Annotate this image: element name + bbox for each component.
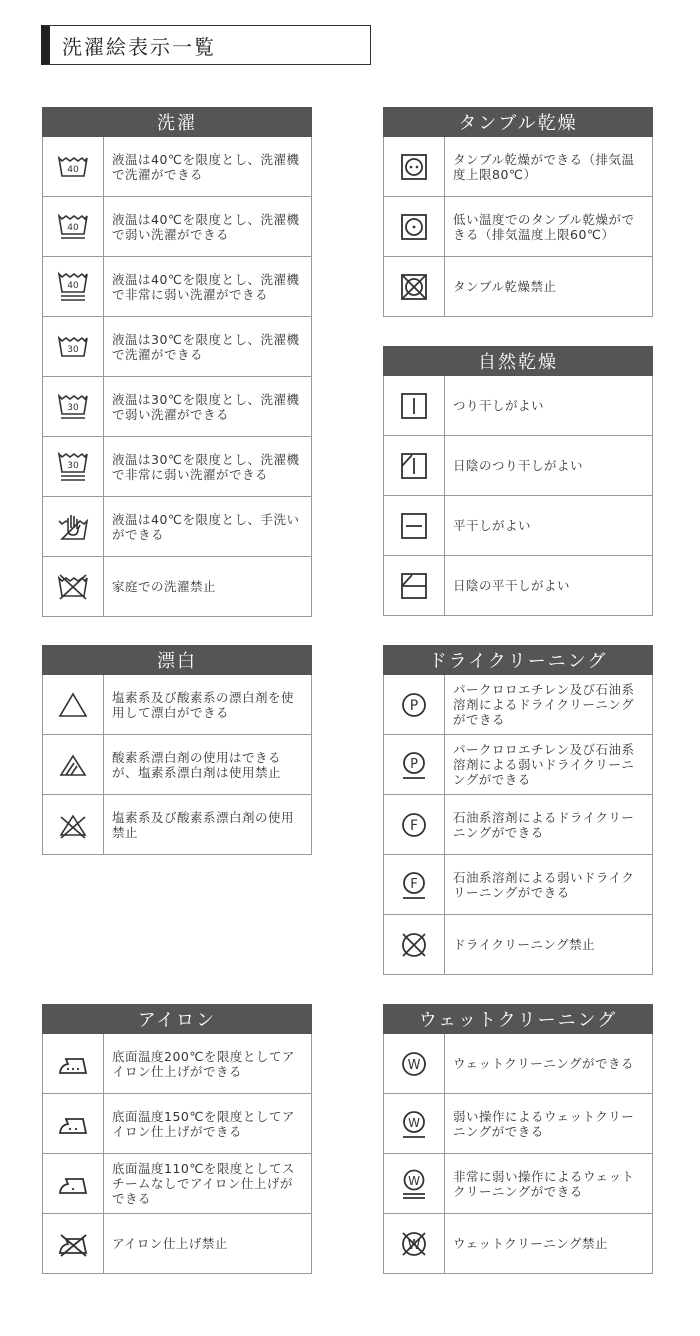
table-row: [42, 1214, 312, 1274]
wash-tub-30-very-gentle-icon: [56, 450, 90, 484]
wet-clean-icon: [397, 1047, 431, 1081]
row-text: 液温は40℃を限度とし、洗濯機で弱い洗濯ができる: [112, 211, 300, 242]
row-text: アイロン仕上げ禁止: [112, 1236, 228, 1251]
row-text: 酸素系漂白剤の使用はできるが、塩素系漂白剤は使用禁止: [112, 749, 282, 780]
table-row: [42, 795, 312, 855]
svg-text:30: 30: [67, 402, 79, 413]
dry-clean-p-icon: [397, 688, 431, 722]
row-text: ウェットクリーニング禁止: [453, 1236, 609, 1251]
table-row: [383, 675, 653, 735]
svg-text:F: F: [410, 876, 418, 892]
table-row: [42, 1154, 312, 1214]
svg-text:W: W: [408, 1173, 420, 1188]
page-title: 洗濯絵表示一覧: [41, 25, 371, 65]
row-text: 液温は30℃を限度とし、洗濯機で洗濯ができる: [112, 331, 300, 362]
table-row: [42, 1094, 312, 1154]
iron-header: アイロン: [42, 1004, 312, 1034]
table-row: [383, 795, 653, 855]
table-row: [383, 1154, 653, 1214]
row-text: 家庭での洗濯禁止: [112, 579, 217, 594]
table-row: [42, 197, 312, 257]
wash-tub-40-icon: [56, 150, 90, 184]
wash-tub-40-very-gentle-icon: [56, 270, 90, 304]
iron-high-icon: [56, 1047, 90, 1081]
row-text: パークロロエチレン及び石油系溶剤によるドライクリーニングができる: [453, 682, 635, 727]
table-row: [42, 675, 312, 735]
line-dry-icon: [397, 389, 431, 423]
row-text: つり干しがよい: [453, 398, 545, 413]
table-row: [42, 735, 312, 795]
wash-header: 洗濯: [42, 107, 312, 137]
row-text: 液温は40℃を限度とし、手洗いができる: [112, 511, 300, 542]
row-text: 非常に弱い操作によるウェットクリーニングができる: [453, 1168, 635, 1199]
do-not-iron-icon: [56, 1227, 90, 1261]
dry-clean-header: ドライクリーニング: [383, 645, 653, 675]
iron-low-icon: [56, 1167, 90, 1201]
dry-clean-table: [383, 645, 653, 975]
table-row: [383, 556, 653, 616]
row-text: 底面温度150℃を限度としてアイロン仕上げができる: [112, 1108, 295, 1139]
table-row: [42, 497, 312, 557]
iron-medium-icon: [56, 1107, 90, 1141]
bleach-oxygen-only-icon: [56, 748, 90, 782]
dry-clean-f-gentle-icon: [397, 868, 431, 902]
natural-dry-table: [383, 346, 653, 616]
table-row: [383, 496, 653, 556]
do-not-tumble-dry-icon: [397, 270, 431, 304]
row-text: 底面温度110℃を限度としてスチームなしでアイロン仕上げができる: [112, 1161, 295, 1206]
hand-wash-icon: [56, 510, 90, 544]
tumble-dry-header: タンブル乾燥: [383, 107, 653, 137]
row-text: 平干しがよい: [453, 518, 532, 533]
svg-text:W: W: [408, 1115, 420, 1130]
table-row: [383, 735, 653, 795]
row-text: 液温は30℃を限度とし、洗濯機で弱い洗濯ができる: [112, 391, 300, 422]
wash-tub-30-icon: [56, 330, 90, 364]
do-not-bleach-icon: [56, 808, 90, 842]
row-text: 低い温度でのタンブル乾燥ができる（排気温度上限60℃）: [453, 211, 635, 242]
flat-dry-icon: [397, 509, 431, 543]
do-not-wet-clean-icon: [397, 1227, 431, 1261]
tumble-dry-low-icon: [397, 210, 431, 244]
row-text: 石油系溶剤による弱いドライクリーニングができる: [453, 869, 635, 900]
row-text: 液温は40℃を限度とし、洗濯機で洗濯ができる: [112, 151, 300, 182]
table-row: [42, 257, 312, 317]
table-row: [383, 1094, 653, 1154]
svg-text:30: 30: [67, 344, 79, 355]
bleach-table: [42, 645, 312, 855]
table-row: [383, 1034, 653, 1094]
row-text: 日陰の平干しがよい: [453, 578, 571, 593]
table-row: [42, 377, 312, 437]
svg-text:P: P: [409, 697, 419, 714]
natural-dry-header: 自然乾燥: [383, 346, 653, 376]
table-row: [383, 915, 653, 975]
do-not-wash-icon: [56, 570, 90, 604]
row-text: 液温は30℃を限度とし、洗濯機で非常に弱い洗濯ができる: [112, 451, 300, 482]
svg-text:30: 30: [67, 460, 79, 471]
svg-text:W: W: [407, 1237, 421, 1253]
row-text: ウェットクリーニングができる: [453, 1056, 635, 1071]
wet-clean-header: ウェットクリーニング: [383, 1004, 653, 1034]
row-text: 弱い操作によるウェットクリーニングができる: [453, 1108, 635, 1139]
row-text: パークロロエチレン及び石油系溶剤による弱いドライクリーニングができる: [453, 742, 635, 787]
wash-tub-30-gentle-icon: [56, 390, 90, 424]
svg-text:P: P: [410, 756, 418, 772]
line-dry-shade-icon: [397, 449, 431, 483]
wash-tub-40-gentle-icon: [56, 210, 90, 244]
row-text: 底面温度200℃を限度としてアイロン仕上げができる: [112, 1048, 295, 1079]
table-row: [42, 317, 312, 377]
bleach-header: 漂白: [42, 645, 312, 675]
svg-text:40: 40: [67, 164, 79, 175]
table-row: [42, 137, 312, 197]
row-text: ドライクリーニング禁止: [453, 937, 596, 952]
row-text: 石油系溶剤によるドライクリーニングができる: [453, 809, 635, 840]
row-text: 塩素系及び酸素系漂白剤の使用禁止: [112, 809, 295, 840]
dry-clean-f-icon: [397, 808, 431, 842]
table-row: [383, 1214, 653, 1274]
table-row: [383, 855, 653, 915]
svg-text:40: 40: [67, 280, 79, 291]
table-row: [42, 437, 312, 497]
iron-table: [42, 1004, 312, 1274]
wet-clean-very-gentle-icon: [397, 1167, 431, 1201]
svg-text:W: W: [407, 1057, 421, 1073]
table-row: [383, 137, 653, 197]
svg-text:F: F: [409, 817, 419, 834]
tumble-dry-table: [383, 107, 653, 317]
table-row: [42, 1034, 312, 1094]
wash-table: [42, 107, 312, 617]
row-text: タンブル乾燥禁止: [453, 279, 557, 294]
row-text: 塩素系及び酸素系の漂白剤を使用して漂白ができる: [112, 689, 295, 720]
svg-text:40: 40: [67, 222, 79, 233]
tumble-dry-high-icon: [397, 150, 431, 184]
table-row: [42, 557, 312, 617]
wet-clean-gentle-icon: [397, 1107, 431, 1141]
row-text: 液温は40℃を限度とし、洗濯機で非常に弱い洗濯ができる: [112, 271, 300, 302]
dry-clean-p-gentle-icon: [397, 748, 431, 782]
do-not-dry-clean-icon: [397, 928, 431, 962]
table-row: [383, 257, 653, 317]
row-text: 日陰のつり干しがよい: [453, 458, 584, 473]
flat-dry-shade-icon: [397, 569, 431, 603]
row-text: タンブル乾燥ができる（排気温度上限80℃）: [453, 151, 635, 182]
wet-clean-table: [383, 1004, 653, 1274]
table-row: [383, 436, 653, 496]
table-row: [383, 376, 653, 436]
bleach-any-icon: [56, 688, 90, 722]
table-row: [383, 197, 653, 257]
